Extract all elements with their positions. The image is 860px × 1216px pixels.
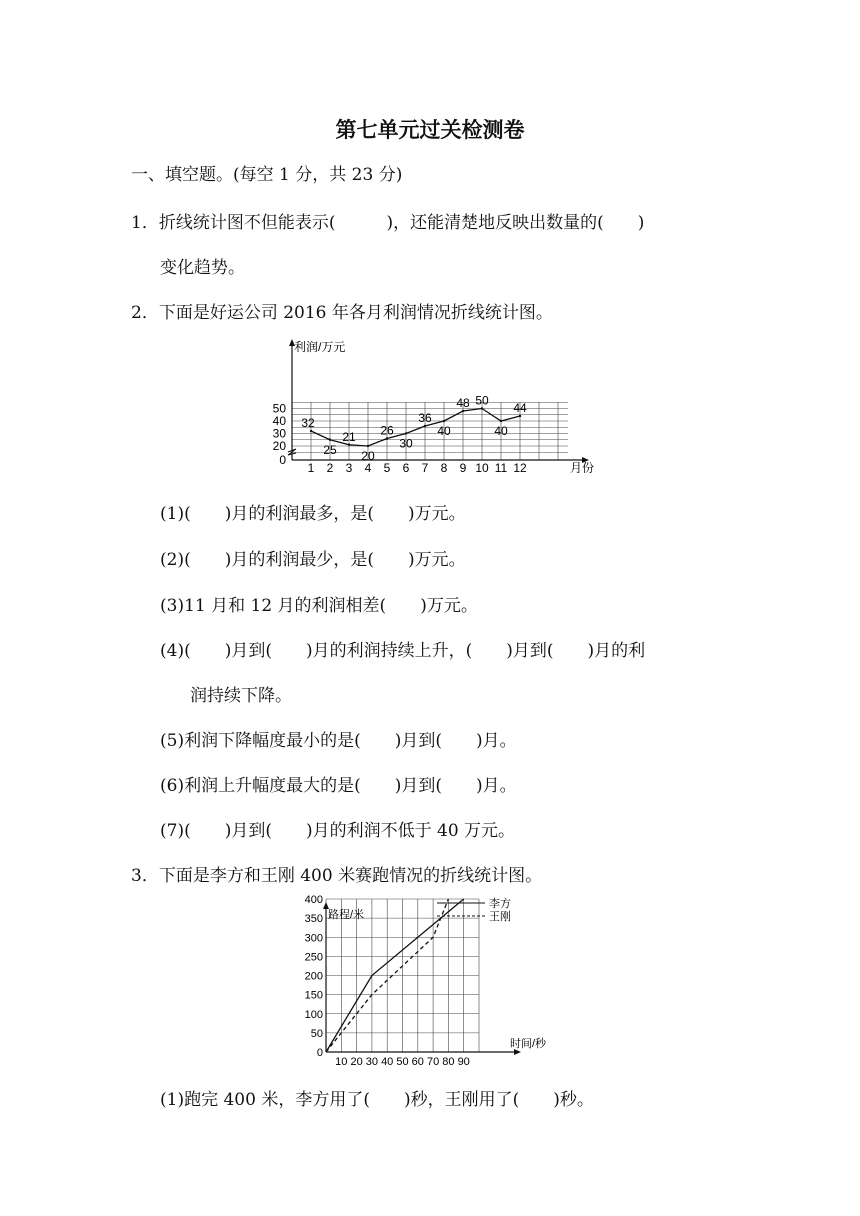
x-tick-label: 1 xyxy=(307,461,315,475)
data-label: 26 xyxy=(380,423,394,438)
y-tick-label: 50 xyxy=(272,401,286,416)
legend-label-wanggang: 王刚 xyxy=(489,911,511,923)
question-2-item-4: (4)( )月到( )月的利润持续上升，( )月到( )月的利 xyxy=(160,641,646,661)
data-label: 44 xyxy=(513,401,527,415)
data-label: 32 xyxy=(301,416,315,430)
page-title: 第七单元过关检测卷 xyxy=(335,118,525,142)
y-tick-label: 0 xyxy=(279,453,286,467)
x-tick-label: 80 xyxy=(442,1056,455,1068)
data-point xyxy=(329,439,331,441)
data-label: 30 xyxy=(399,436,413,451)
question-2-item-5: (5)利润下降幅度最小的是( )月到( )月。 xyxy=(160,731,517,751)
data-point xyxy=(500,420,502,422)
data-point xyxy=(519,415,521,417)
x-tick-label: 10 xyxy=(335,1056,348,1068)
x-tick-label: 12 xyxy=(513,461,527,475)
data-point xyxy=(310,430,312,432)
data-point xyxy=(386,437,388,439)
y-tick-label: 400 xyxy=(304,894,323,906)
question-2-item-6: (6)利润上升幅度最大的是( )月到( )月。 xyxy=(160,776,517,796)
y-tick-label: 100 xyxy=(304,1008,323,1021)
question-2-stem: 2．下面是好运公司 2016 年各月利润情况折线统计图。 xyxy=(131,303,553,323)
y-axis-label: 路程/米 xyxy=(328,909,365,921)
x-tick-label: 7 xyxy=(421,461,429,475)
data-point xyxy=(367,445,369,447)
x-tick-label: 5 xyxy=(383,461,391,475)
x-tick-label: 2 xyxy=(326,461,334,475)
x-tick-label: 20 xyxy=(350,1056,363,1068)
legend-label-lifang: 李方 xyxy=(489,898,511,910)
x-tick-label: 6 xyxy=(402,461,410,475)
data-label: 48 xyxy=(456,396,470,410)
data-point xyxy=(424,425,426,427)
question-3-stem: 3．下面是李方和王刚 400 米赛跑情况的折线统计图。 xyxy=(131,866,543,886)
data-label: 40 xyxy=(494,424,508,438)
data-point xyxy=(481,407,483,409)
y-tick-label: 0 xyxy=(316,1047,323,1059)
x-tick-label: 10 xyxy=(475,461,489,475)
x-tick-label: 9 xyxy=(459,461,467,475)
question-2-item-3: (3)11 月和 12 月的利润相差( )万元。 xyxy=(160,596,478,616)
y-tick-label: 50 xyxy=(310,1027,323,1040)
y-tick-label: 40 xyxy=(272,414,286,428)
data-label: 50 xyxy=(475,393,489,408)
y-tick-label: 150 xyxy=(304,989,323,1002)
x-tick-label: 40 xyxy=(381,1056,394,1068)
question-2-item-7: (7)( )月到( )月的利润不低于 40 万元。 xyxy=(160,821,516,841)
x-tick-label: 3 xyxy=(345,461,353,475)
question-3-item-1: (1)跑完 400 米，李方用了( )秒，王刚用了( )秒。 xyxy=(160,1090,594,1110)
y-tick-label: 350 xyxy=(304,913,323,926)
data-label: 40 xyxy=(437,424,451,438)
x-tick-label: 30 xyxy=(365,1056,379,1068)
question-2-item-1: (1)( )月的利润最多，是( )万元。 xyxy=(160,504,466,524)
y-tick-label: 20 xyxy=(272,439,286,453)
x-tick-label: 50 xyxy=(396,1056,409,1068)
x-tick-label: 4 xyxy=(364,461,372,475)
question-2-item-2: (2)( )月的利润最少，是( )万元。 xyxy=(160,550,466,570)
data-point xyxy=(462,410,464,412)
profit-line-chart xyxy=(270,334,610,484)
data-label: 20 xyxy=(361,449,375,463)
x-axis-label: 月份 xyxy=(570,461,595,475)
question-1-line-2: 变化趋势。 xyxy=(160,258,245,278)
x-tick-label: 11 xyxy=(494,461,508,475)
data-point xyxy=(348,444,350,446)
question-1-line-1: 1．折线统计图不但能表示( )，还能清楚地反映出数量的( ) xyxy=(131,213,645,233)
y-tick-label: 200 xyxy=(304,970,323,983)
data-label: 25 xyxy=(323,442,337,457)
y-tick-label: 300 xyxy=(304,932,323,945)
y-tick-label: 250 xyxy=(304,951,323,964)
data-point xyxy=(443,420,445,422)
data-label: 36 xyxy=(418,411,432,425)
y-tick-label: 30 xyxy=(272,426,286,441)
x-tick-label: 8 xyxy=(440,461,448,475)
y-axis-arrow xyxy=(323,902,329,909)
section-heading: 一、填空题。(每空 1 分，共 23 分) xyxy=(131,165,403,185)
x-axis-label: 时间/秒 xyxy=(510,1038,547,1050)
x-tick-label: 70 xyxy=(426,1056,440,1068)
x-tick-label: 90 xyxy=(457,1056,470,1068)
data-point xyxy=(405,432,407,434)
race-line-chart xyxy=(292,893,572,1073)
data-label: 21 xyxy=(342,429,356,444)
x-tick-label: 60 xyxy=(411,1056,424,1068)
question-2-item-4-cont: 润持续下降。 xyxy=(190,686,292,706)
y-axis-label: 利润/万元 xyxy=(294,340,346,354)
